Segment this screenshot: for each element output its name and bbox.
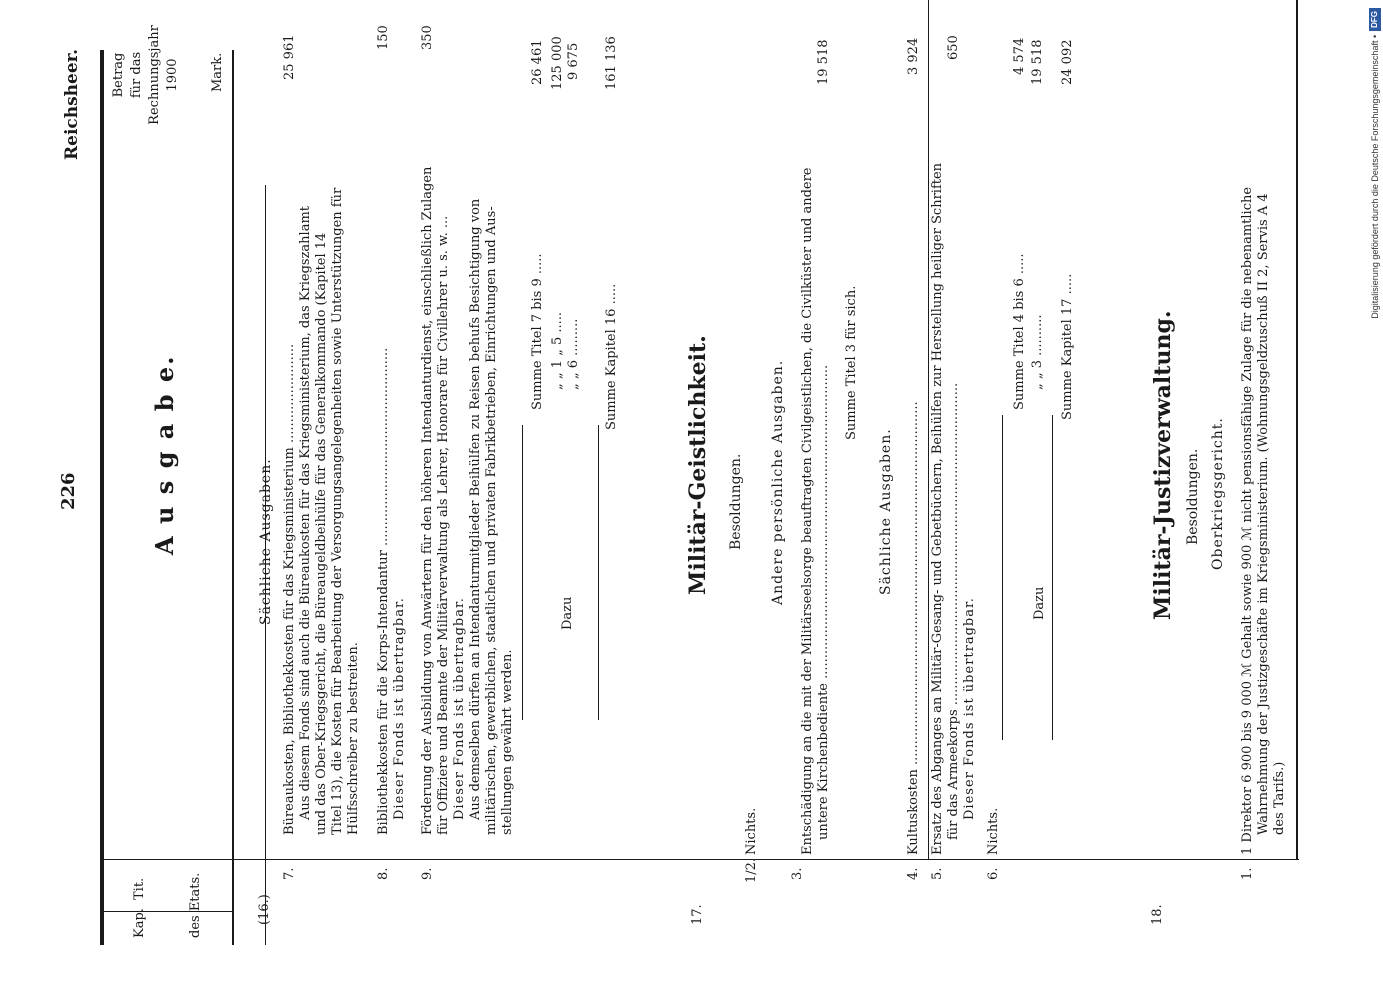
col-mark: Mark. xyxy=(210,52,225,92)
rule-bottom xyxy=(1296,0,1298,860)
digitization-credit xyxy=(1368,8,1382,992)
col-betrag-2: für das xyxy=(129,51,144,99)
kap16-t8-tit: 8. xyxy=(376,867,391,880)
kap17-summe-t3: Summe Titel 3 für sich. xyxy=(844,285,859,440)
credit-text: Digitalisierung gefördert durch die Deutsche Forschungsgemeinschaft • xyxy=(1370,34,1380,319)
kap18-t1-line-1: 1 Direktor 6 900 bis 9 000 ℳ Gehalt sowie 900 ℳ nicht pensionsfähige Zulage für die nebenamtliche xyxy=(1240,186,1255,855)
kap17-besoldungen: Besoldungen. xyxy=(728,453,744,550)
page-number: 226 xyxy=(58,472,79,510)
kap16-summe-1-5: „ „ 1 „ 5 ..... xyxy=(550,311,565,390)
kap18-t1-line-2: Wahrnehmung der Justizgeschäfte im Kriegsministerium. (Wohnungsgeldzuschuß II 2, Servis A 4 xyxy=(1256,193,1271,835)
dfg-logo: DFG xyxy=(1369,8,1381,31)
section-title: A u s g a b e. xyxy=(150,354,179,555)
kap17-t6-text: Nichts. xyxy=(986,807,1001,855)
rule-kap-tit xyxy=(104,911,234,912)
kap16-t7-line-1: Büreaukosten, Bibliothekkosten für das Kriegsministerium ........................ xyxy=(282,343,297,835)
kap16-t7-line-2: Aus diesem Fonds sind auch die Büreaukosten für das Kriegsministerium, das Kriegszahlamt xyxy=(298,205,313,820)
kap17-t3-line-1: Entschädigung an die mit der Militärseelsorge beauftragten Civilgeistlichen, die Civilküster und andere xyxy=(800,167,815,855)
kap16-t9-line-5: militärischen, gewerblichen, staatlichen und privaten Fabrikbetrieben, Einrichtungen und Aus- xyxy=(484,206,499,835)
kap16-amount-sum-6: 9 675 xyxy=(566,42,581,80)
kap17-dazu: Dazu xyxy=(1032,586,1047,620)
kap17-t4-amount: 3 924 xyxy=(906,37,921,75)
rule-top xyxy=(100,50,104,945)
kap17-summe-4-6: Summe Titel 4 bis 6 ..... xyxy=(1012,253,1027,410)
kap16-dazu: Dazu xyxy=(560,596,575,630)
kap16-number: (16.) xyxy=(257,894,272,925)
kap16-t8-line-1: Bibliothekkosten für die Korps-Intendantur ................................................ xyxy=(376,347,391,835)
running-head: Reichsheer. xyxy=(62,49,82,160)
kap16-heading-saechliche: Sächliche Ausgaben. xyxy=(258,458,274,625)
kap16-t9-line-2: für Offiziere und Beamte der Militärverwaltung als Lehrer, Honorare für Civillehrer u. s. w. ... xyxy=(436,215,451,835)
kap17-t5-amount: 650 xyxy=(946,35,961,60)
kap16-summe-kapitel: Summe Kapitel 16 ..... xyxy=(604,283,619,430)
kap17-sum-rule xyxy=(1002,415,1003,740)
col-betrag-1: Betrag xyxy=(111,52,126,98)
col-des-etats: des Etats. xyxy=(188,872,203,938)
kap17-t4-tit: 4. xyxy=(906,867,921,880)
kap17-number: 17. xyxy=(690,904,705,925)
kap16-sum-rule xyxy=(522,425,523,720)
kap16-t9-amount: 350 xyxy=(420,25,435,50)
kap17-summe-kapitel: Summe Kapitel 17 ..... xyxy=(1060,273,1075,420)
kap17-t5-tit: 5. xyxy=(930,867,945,880)
kap16-t9-line-1: Förderung der Ausbildung von Anwärtern für den höheren Intendanturdienst, einschließlich Zulagen xyxy=(420,166,435,835)
kap17-amount-sum-3: 19 518 xyxy=(1030,39,1045,85)
kap16-t7-line-3: und das Ober-Kriegsgericht, die Büreaugeldbeihülfe für das Generalkommando (Kapitel 14 xyxy=(314,232,329,835)
kap16-amount-sum-1-5: 125 000 xyxy=(550,36,565,90)
kap16-summe-7-9: Summe Titel 7 bis 9 ..... xyxy=(530,253,545,410)
kap18-number: 18. xyxy=(1150,904,1165,925)
kap17-t3-amount: 19 518 xyxy=(816,39,831,85)
kap16-t7-amount: 25 961 xyxy=(282,34,297,80)
kap16-t9-line-6: stellungen gewährt werden. xyxy=(500,649,515,835)
kap17-t3-line-2: untere Kirchenbediente ............................................................................ xyxy=(816,364,831,840)
rule-header-divider xyxy=(104,859,1299,860)
rule-body-top xyxy=(232,50,234,945)
kap17-total-rule xyxy=(1052,415,1053,740)
kap17-t12-text: Nichts. xyxy=(744,807,759,855)
kap17-t5-line-2: für das Armeekorps .............................................................................. xyxy=(946,382,961,840)
col-betrag-3: Rechnungsjahr xyxy=(147,25,162,125)
kap17-amount-sum-4-6: 4 574 xyxy=(1012,37,1027,75)
kap17-t12-tit: 1/2. xyxy=(744,857,759,883)
kap16-t7-line-4: Titel 13), die Kosten für Bearbeitung der Versorgungsangelegenheiten sowie Unterstützungen für xyxy=(330,187,345,835)
kap16-summe-6: „ „ 6 ......... xyxy=(566,318,581,390)
kap16-t9-line-3: Dieser Fonds ist übertragbar. xyxy=(452,597,467,820)
kap18-title: Militär-Justizverwaltung. xyxy=(1150,310,1176,620)
kap18-t1-tit: 1. xyxy=(1240,867,1255,880)
kap17-t4-text: Kultuskosten ........................................................................................ xyxy=(906,401,921,855)
kap17-title: Militär-Geistlichkeit. xyxy=(685,335,711,595)
col-betrag-4: 1900 xyxy=(165,58,180,92)
kap17-heading-saechliche: Sächliche Ausgaben. xyxy=(878,428,894,595)
col-betrag xyxy=(110,10,182,140)
col-tit: Tit. xyxy=(132,877,147,900)
col-kap: Kap. xyxy=(132,908,147,938)
kap17-summe-3: „ „ 3 .......... xyxy=(1030,314,1045,390)
kap16-amount-sum-7-9: 26 461 xyxy=(530,39,545,85)
kap17-amount-total: 24 092 xyxy=(1060,39,1075,85)
kap17-t6-tit: 6. xyxy=(986,867,1001,880)
kap17-t5-line-1: Ersatz des Abganges an Militär-Gesang- und Gebetbüchern, Beihülfen zur Herstellung heiliger Schriften xyxy=(930,162,945,855)
kap16-t8-amount: 150 xyxy=(376,25,391,50)
kap17-heading-andere: Andere persönliche Ausgaben. xyxy=(770,359,786,605)
kap16-total-rule xyxy=(598,425,599,720)
kap18-besoldungen: Besoldungen. xyxy=(1185,448,1201,545)
kap16-t8-line-2: Dieser Fonds ist übertragbar. xyxy=(392,597,407,820)
kap16-t9-line-4: Aus demselben dürfen an Intendanturmitglieder Beihülfen zu Reisen behufs Besichtigung von xyxy=(468,198,483,820)
kap18-obergericht: Oberkriegsgericht. xyxy=(1210,417,1226,570)
kap17-t3-tit: 3. xyxy=(790,867,805,880)
kap17-t5-line-3: Dieser Fonds ist übertragbar. xyxy=(962,597,977,820)
rule-amount-col xyxy=(928,0,929,860)
kap16-amount-total: 161 136 xyxy=(604,36,619,90)
kap16-t7-tit: 7. xyxy=(282,867,297,880)
kap16-t9-tit: 9. xyxy=(420,867,435,880)
kap16-t7-line-5: Hülfsschreiber zu bestreiten. xyxy=(346,642,361,835)
kap18-t1-line-3: des Tarifs.) xyxy=(1272,761,1287,835)
